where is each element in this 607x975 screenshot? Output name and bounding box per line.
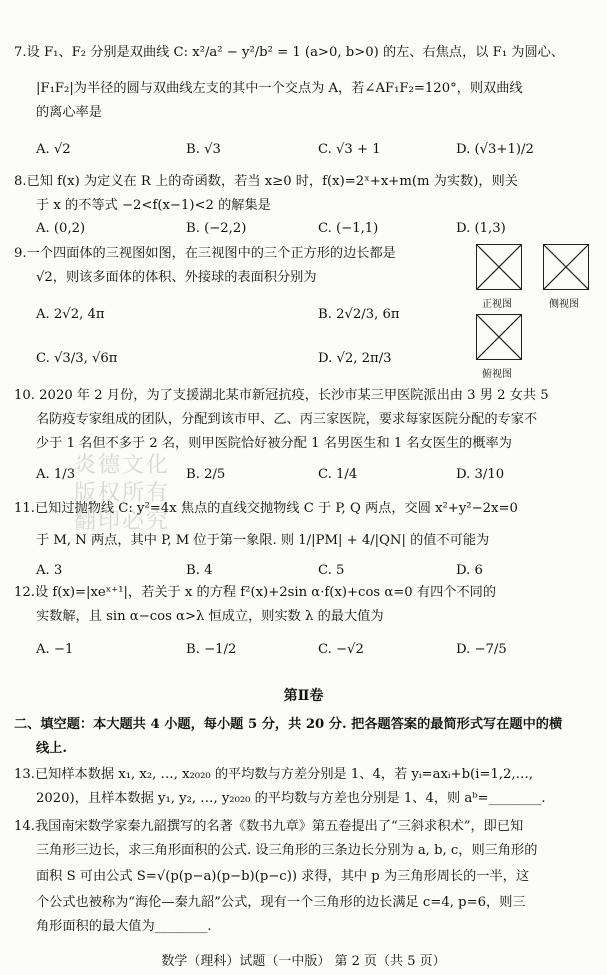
q10-option-d: D. 3/10: [456, 467, 505, 482]
q9-line1: 9.一个四面体的三视图如图，在三视图中的三个正方形的边长都是: [14, 246, 396, 261]
q14-line5: 角形面积的最大值为________.: [36, 919, 212, 934]
side-view-figure: [543, 244, 589, 290]
q7-option-b: B. √3: [186, 142, 221, 157]
q8-line1: 8.已知 f(x) 为定义在 R 上的奇函数，若当 x≥0 时，f(x)=2ˣ+x+m(m 为实数)，则关: [14, 174, 518, 189]
q14-line2: 三角形三边长，求三角形面积的公式. 设三角形的三条边长分别为 a, b, c，则三角形的: [36, 843, 538, 858]
q9-option-a: A. 2√2, 4π: [36, 307, 105, 322]
q7-line3: 的离心率是: [36, 105, 102, 120]
q9-option-c: C. √3/3, √6π: [36, 351, 118, 366]
q13-line1: 13.已知样本数据 x₁, x₂, …, x₂₀₂₀ 的平均数与方差分别是 1、4，若 yᵢ=axᵢ+b(i=1,2,…,: [14, 767, 534, 782]
top-view-caption: 俯视图: [482, 369, 512, 380]
front-view-caption: 正视图: [482, 299, 512, 310]
q10-line2: 名防疫专家组成的团队，分配到该市甲、乙、丙三家医院，要求每家医院分配的专家不: [36, 412, 538, 427]
q12-line1: 12.设 f(x)=|xeˣ⁺¹|，若关于 x 的方程 f²(x)+2sin α·f(x)+cos α=0 有四个不同的: [14, 585, 497, 600]
top-view-figure: [476, 314, 522, 360]
q9-option-d: D. √2, 2π/3: [318, 351, 392, 366]
q8-option-c: C. (−1,1): [318, 221, 379, 236]
q14-line3: 面积 S 可由公式 S=√(p(p−a)(p−b)(p−c)) 求得，其中 p 为三角形周长的一半，这: [36, 869, 530, 884]
q7-option-d: D. (√3+1)/2: [456, 142, 534, 157]
q8-option-a: A. (0,2): [36, 221, 86, 236]
q11-line2: 于 M, N 两点，其中 P, M 位于第一象限. 则 1/|PM| + 4/|QN| 的值不可能为: [36, 533, 490, 548]
q12-option-d: D. −7/5: [456, 642, 507, 657]
q10-line1: 10. 2020 年 2 月份，为了支援湖北某市新冠抗疫，长沙市某三甲医院派出由 3 男 2 女共 5: [14, 388, 549, 403]
q8-line2: 于 x 的不等式 −2<f(x−1)<2 的解集是: [36, 198, 271, 213]
q8-option-d: D. (1,3): [456, 221, 506, 236]
part2-line1: 二、填空题：本大题共 4 小题，每小题 5 分，共 20 分. 把各题答案的最简形式写在题中的横: [14, 717, 563, 732]
front-view-figure: [476, 244, 522, 290]
q14-line4: 个公式也被称为“海伦—秦九韶”公式，现有一个三角形的边长满足 c=4, p=6，则三: [36, 895, 526, 910]
q13-line2: 2020)，且样本数据 y₁, y₂, …, y₂₀₂₀ 的平均数与方差也分别是 1、4，则 aᵇ=________.: [36, 791, 546, 806]
watermark: 炎德文化 版权所有 翻印必究: [73, 453, 170, 534]
q10-option-a: A. 1/3: [36, 467, 76, 482]
q7-line1: 7.设 F₁、F₂ 分别是双曲线 C: x²/a² − y²/b² = 1 (a>0, b>0) 的左、右焦点，以 F₁ 为圆心、: [14, 45, 565, 60]
q11-line1: 11.已知过抛物线 C: y²=4x 焦点的直线交抛物线 C 于 P, Q 两点，交圆 x²+y²−2x=0: [14, 501, 518, 516]
q7-option-a: A. √2: [36, 142, 71, 157]
q9-line2: √2，则该多面体的体积、外接球的表面积分别为: [36, 270, 317, 285]
q10-option-c: C. 1/4: [318, 467, 358, 482]
q11-option-d: D. 6: [456, 563, 483, 578]
q7-line2: |F₁F₂|为半径的圆与双曲线左支的其中一个交点为 A，若∠AF₁F₂=120°，则双曲线: [36, 81, 523, 96]
q12-line2: 实数解，且 sin α−cos α>λ 恒成立，则实数 λ 的最大值为: [36, 609, 384, 624]
part2-line2: 线上.: [36, 741, 67, 756]
q12-option-b: B. −1/2: [186, 642, 237, 657]
q10-option-b: B. 2/5: [186, 467, 226, 482]
page-footer: 数学（理科）试题（一中版） 第 2 页（共 5 页）: [161, 954, 446, 969]
q11-option-b: B. 4: [186, 563, 213, 578]
q7-option-c: C. √3 + 1: [318, 142, 381, 157]
q8-option-b: B. (−2,2): [186, 221, 247, 236]
q14-line1: 14.我国南宋数学家秦九韶撰写的名著《数书九章》第五卷提出了“三斜求积术”，即已知: [14, 819, 524, 834]
q10-line3: 少于 1 名但不多于 2 名，则甲医院恰好被分配 1 名男医生和 1 名女医生的概率为: [36, 436, 512, 451]
q12-option-a: A. −1: [36, 642, 74, 657]
section-title: 第Ⅱ卷: [283, 688, 324, 704]
side-view-caption: 侧视图: [549, 299, 579, 310]
q11-option-c: C. 5: [318, 563, 345, 578]
q11-option-a: A. 3: [36, 563, 63, 578]
q12-option-c: C. −√2: [318, 642, 364, 657]
q9-option-b: B. 2√2/3, 6π: [318, 307, 400, 322]
